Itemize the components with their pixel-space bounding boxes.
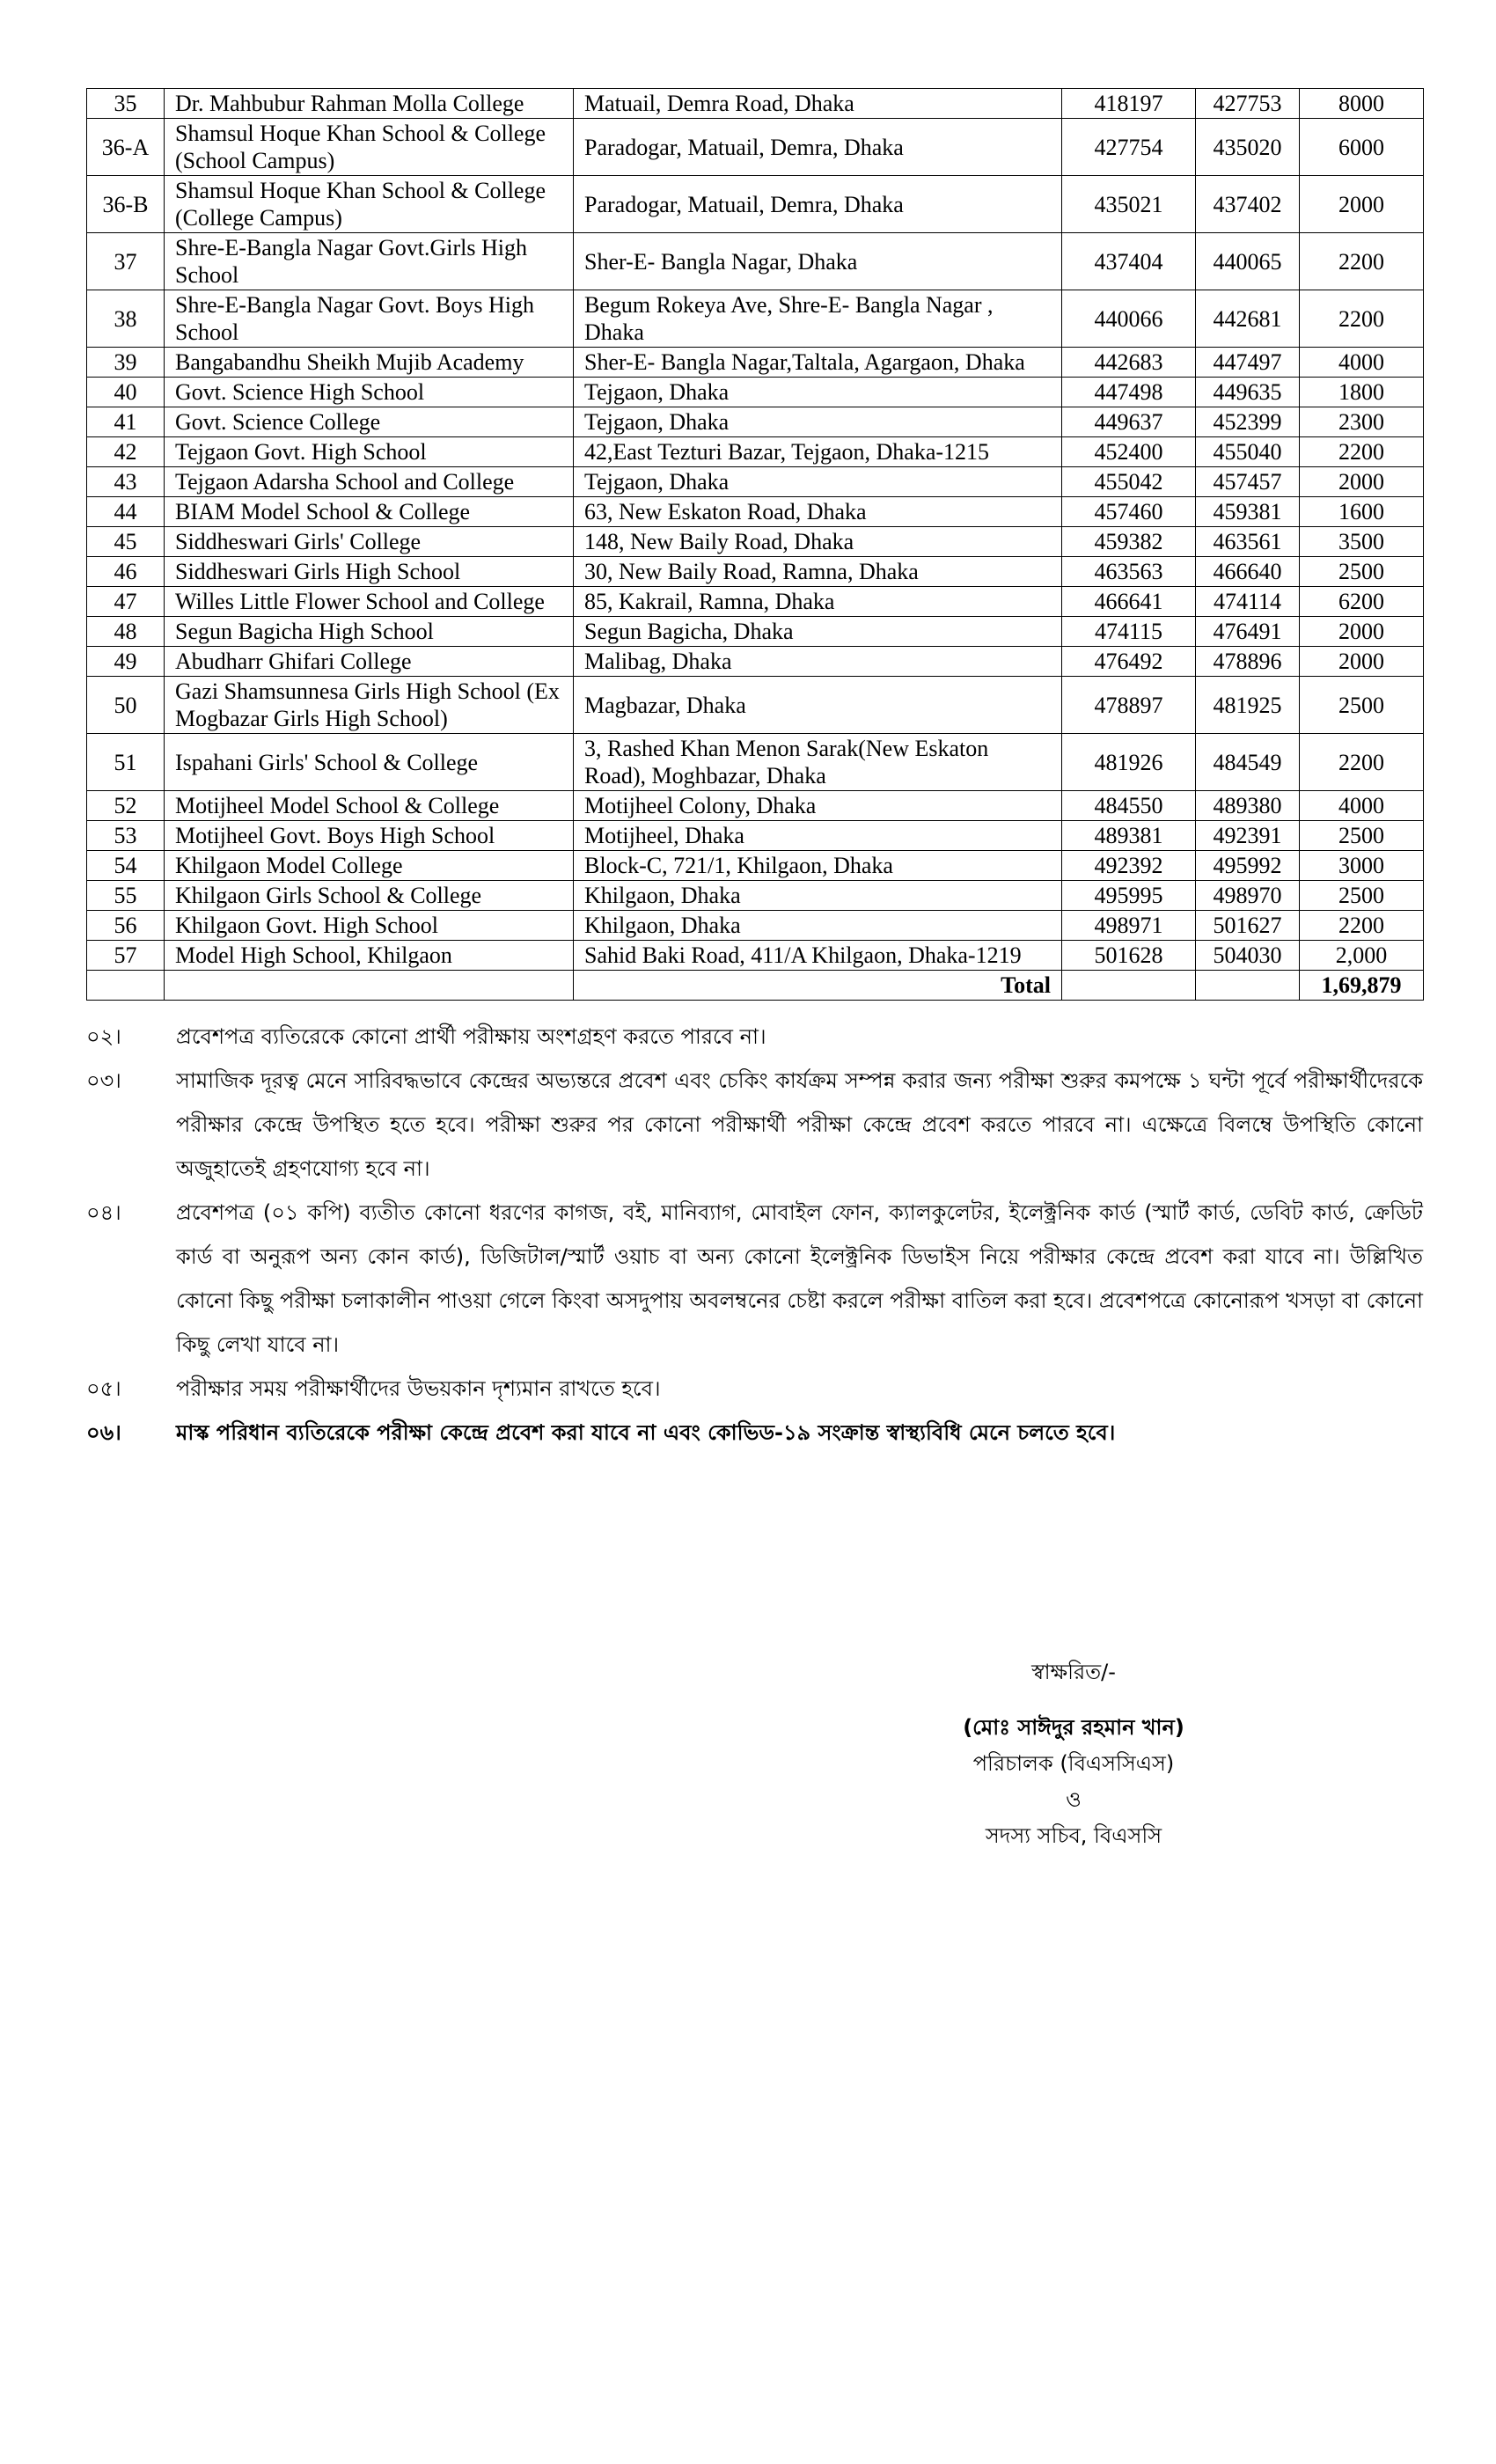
candidates-cell: 1600 xyxy=(1300,497,1424,527)
roll-to-cell: 495992 xyxy=(1196,851,1300,881)
candidates-cell: 2300 xyxy=(1300,407,1424,437)
address-cell: Khilgaon, Dhaka xyxy=(574,881,1062,911)
institution-name-cell: Khilgaon Govt. High School xyxy=(165,911,574,941)
roll-from-cell: 489381 xyxy=(1062,821,1196,851)
table-row xyxy=(87,821,1424,851)
roll-from-cell: 501628 xyxy=(1062,941,1196,971)
instruction-item xyxy=(86,1411,1423,1455)
signatory-name: (মোঃ সাঈদুর রহমান খান) xyxy=(963,1715,1184,1740)
institution-name-cell: Siddheswari Girls' College xyxy=(165,527,574,557)
roll-to-cell: 435020 xyxy=(1196,119,1300,176)
roll-to-cell: 452399 xyxy=(1196,407,1300,437)
roll-to-cell: 501627 xyxy=(1196,911,1300,941)
candidates-cell: 2000 xyxy=(1300,176,1424,233)
empty-cell xyxy=(87,971,165,1001)
table-row xyxy=(87,437,1424,467)
roll-from-cell: 457460 xyxy=(1062,497,1196,527)
instruction-number: ০২। xyxy=(86,1024,121,1049)
institution-name-cell: Shre-E-Bangla Nagar Govt. Boys High School xyxy=(165,290,574,348)
serial-cell: 35 xyxy=(87,89,165,119)
roll-to-cell: 455040 xyxy=(1196,437,1300,467)
serial-cell: 46 xyxy=(87,557,165,587)
roll-to-cell: 457457 xyxy=(1196,467,1300,497)
roll-from-cell: 452400 xyxy=(1062,437,1196,467)
institution-name-cell: Shamsul Hoque Khan School & College (College Campus) xyxy=(165,176,574,233)
institution-name-cell: Govt. Science College xyxy=(165,407,574,437)
table-row xyxy=(87,290,1424,348)
roll-from-cell: 498971 xyxy=(1062,911,1196,941)
roll-to-cell: 459381 xyxy=(1196,497,1300,527)
instruction-item xyxy=(86,1367,1423,1411)
roll-from-cell: 442683 xyxy=(1062,348,1196,378)
signatory-conjunction: ও xyxy=(1066,1787,1082,1812)
roll-to-cell: 498970 xyxy=(1196,881,1300,911)
empty-cell xyxy=(165,971,574,1001)
candidates-cell: 2200 xyxy=(1300,734,1424,791)
address-cell: 42,East Tezturi Bazar, Tejgaon, Dhaka-1215 xyxy=(574,437,1062,467)
candidates-cell: 2200 xyxy=(1300,233,1424,290)
address-cell: Tejgaon, Dhaka xyxy=(574,467,1062,497)
roll-from-cell: 481926 xyxy=(1062,734,1196,791)
instruction-text: প্রবেশপত্র ব্যতিরেকে কোনো প্রার্থী পরীক্ষায় অংশগ্রহণ করতে পারবে না। xyxy=(176,1024,766,1049)
roll-from-cell: 435021 xyxy=(1062,176,1196,233)
serial-cell: 40 xyxy=(87,378,165,407)
roll-from-cell: 459382 xyxy=(1062,527,1196,557)
table-row xyxy=(87,647,1424,677)
table-row xyxy=(87,527,1424,557)
table-row xyxy=(87,851,1424,881)
serial-cell: 51 xyxy=(87,734,165,791)
instruction-item xyxy=(86,1059,1423,1191)
table-row xyxy=(87,378,1424,407)
roll-from-cell: 418197 xyxy=(1062,89,1196,119)
candidates-cell: 2000 xyxy=(1300,647,1424,677)
candidates-cell: 6200 xyxy=(1300,587,1424,617)
address-cell: Malibag, Dhaka xyxy=(574,647,1062,677)
serial-cell: 48 xyxy=(87,617,165,647)
table-row xyxy=(87,734,1424,791)
instruction-number: ০৬। xyxy=(86,1420,121,1445)
institution-name-cell: Tejgaon Govt. High School xyxy=(165,437,574,467)
serial-cell: 44 xyxy=(87,497,165,527)
institution-name-cell: Abudharr Ghifari College xyxy=(165,647,574,677)
exam-centers-table xyxy=(86,88,1424,1001)
institution-name-cell: Khilgaon Model College xyxy=(165,851,574,881)
address-cell: Block-C, 721/1, Khilgaon, Dhaka xyxy=(574,851,1062,881)
roll-from-cell: 447498 xyxy=(1062,378,1196,407)
candidates-cell: 2500 xyxy=(1300,821,1424,851)
instructions-list xyxy=(86,1015,1423,1455)
candidates-cell: 2200 xyxy=(1300,911,1424,941)
table-row xyxy=(87,587,1424,617)
roll-from-cell: 484550 xyxy=(1062,791,1196,821)
institution-name-cell: Ispahani Girls' School & College xyxy=(165,734,574,791)
roll-to-cell: 442681 xyxy=(1196,290,1300,348)
address-cell: Magbazar, Dhaka xyxy=(574,677,1062,734)
roll-to-cell: 489380 xyxy=(1196,791,1300,821)
institution-name-cell: Tejgaon Adarsha School and College xyxy=(165,467,574,497)
table-row xyxy=(87,677,1424,734)
candidates-cell: 2500 xyxy=(1300,677,1424,734)
roll-from-cell: 466641 xyxy=(1062,587,1196,617)
candidates-cell: 8000 xyxy=(1300,89,1424,119)
table-row xyxy=(87,233,1424,290)
signature-block xyxy=(0,1654,1337,1854)
table-row xyxy=(87,176,1424,233)
institution-name-cell: Motijheel Govt. Boys High School xyxy=(165,821,574,851)
candidates-cell: 2000 xyxy=(1300,617,1424,647)
institution-name-cell: Govt. Science High School xyxy=(165,378,574,407)
document-page xyxy=(86,88,1423,1455)
roll-to-cell: 484549 xyxy=(1196,734,1300,791)
serial-cell: 54 xyxy=(87,851,165,881)
candidates-cell: 4000 xyxy=(1300,791,1424,821)
address-cell: Motijheel Colony, Dhaka xyxy=(574,791,1062,821)
institution-name-cell: Siddheswari Girls High School xyxy=(165,557,574,587)
table-row xyxy=(87,881,1424,911)
serial-cell: 47 xyxy=(87,587,165,617)
address-cell: Matuail, Demra Road, Dhaka xyxy=(574,89,1062,119)
instruction-text: সামাজিক দূরত্ব মেনে সারিবদ্ধভাবে কেন্দ্রের অভ্যন্তরে প্রবেশ এবং চেকিং কার্যক্রম সম্পন্ন করার জন্য পরীক্ষা শুরুর কমপক্ষে ১ ঘন্টা পূর্বে পরীক্ষার্থীদেরকে পরীক্ষার কেন্দ্রে উপস্থিত হতে হবে। পরীক্ষা শুরুর পর কোনো পরীক্ষার্থী পরীক্ষা কেন্দ্রে প্রবেশ করতে পারবে না। এক্ষেত্রে বিলম্বে উপস্থিতি কোনো অজুহাতেই গ্রহণযোগ্য হবে না। xyxy=(176,1068,1423,1181)
grand-total-value: 1,69,879 xyxy=(1300,971,1424,1001)
institution-name-cell: Bangabandhu Sheikh Mujib Academy xyxy=(165,348,574,378)
institution-name-cell: Khilgaon Girls School & College xyxy=(165,881,574,911)
table-row xyxy=(87,911,1424,941)
address-cell: Sher-E- Bangla Nagar,Taltala, Agargaon, Dhaka xyxy=(574,348,1062,378)
roll-to-cell: 447497 xyxy=(1196,348,1300,378)
roll-to-cell: 427753 xyxy=(1196,89,1300,119)
institution-name-cell: Model High School, Khilgaon xyxy=(165,941,574,971)
table-row xyxy=(87,497,1424,527)
address-cell: Begum Rokeya Ave, Shre-E- Bangla Nagar , Dhaka xyxy=(574,290,1062,348)
empty-cell xyxy=(1062,971,1196,1001)
institution-name-cell: Shre-E-Bangla Nagar Govt.Girls High School xyxy=(165,233,574,290)
address-cell: Paradogar, Matuail, Demra, Dhaka xyxy=(574,176,1062,233)
candidates-cell: 2200 xyxy=(1300,437,1424,467)
instruction-number: ০৪। xyxy=(86,1200,121,1225)
address-cell: Tejgaon, Dhaka xyxy=(574,407,1062,437)
table-row xyxy=(87,617,1424,647)
roll-to-cell: 449635 xyxy=(1196,378,1300,407)
address-cell: Motijheel, Dhaka xyxy=(574,821,1062,851)
table-row xyxy=(87,467,1424,497)
address-cell: 85, Kakrail, Ramna, Dhaka xyxy=(574,587,1062,617)
table-row xyxy=(87,348,1424,378)
roll-to-cell: 492391 xyxy=(1196,821,1300,851)
address-cell: 30, New Baily Road, Ramna, Dhaka xyxy=(574,557,1062,587)
address-cell: 148, New Baily Road, Dhaka xyxy=(574,527,1062,557)
table-row xyxy=(87,119,1424,176)
roll-to-cell: 437402 xyxy=(1196,176,1300,233)
total-row xyxy=(87,971,1424,1001)
serial-cell: 52 xyxy=(87,791,165,821)
instruction-text: প্রবেশপত্র (০১ কপি) ব্যতীত কোনো ধরণের কাগজ, বই, মানিব্যাগ, মোবাইল ফোন, ক্যালকুলেটর, ইলেক্ট্রনিক কার্ড (স্মার্ট কার্ড, ডেবিট কার্ড, ক্রেডিট কার্ড বা অনুরূপ অন্য কোন কার্ড), ডিজিটাল/স্মার্ট ওয়াচ বা অন্য কোনো ইলেক্ট্রনিক ডিভাইস নিয়ে পরীক্ষার কেন্দ্রে প্রবেশ করা যাবে না। উল্লিখিত কোনো কিছু পরীক্ষা চলাকালীন পাওয়া গেলে কিংবা অসদুপায় অবলম্বনের চেষ্টা করলে পরীক্ষা বাতিল করা হবে। প্রবেশপত্রে কোনোরূপ খসড়া বা কোনো কিছু লেখা যাবে না। xyxy=(176,1200,1423,1357)
roll-from-cell: 474115 xyxy=(1062,617,1196,647)
institution-name-cell: BIAM Model School & College xyxy=(165,497,574,527)
roll-to-cell: 476491 xyxy=(1196,617,1300,647)
candidates-cell: 6000 xyxy=(1300,119,1424,176)
signatory-role: সদস্য সচিব, বিএসসি xyxy=(985,1823,1162,1848)
instruction-item xyxy=(86,1015,1423,1059)
roll-to-cell: 481925 xyxy=(1196,677,1300,734)
instruction-number: ০৫। xyxy=(86,1376,121,1401)
roll-to-cell: 474114 xyxy=(1196,587,1300,617)
roll-from-cell: 492392 xyxy=(1062,851,1196,881)
address-cell: Khilgaon, Dhaka xyxy=(574,911,1062,941)
serial-cell: 49 xyxy=(87,647,165,677)
serial-cell: 41 xyxy=(87,407,165,437)
candidates-cell: 3500 xyxy=(1300,527,1424,557)
serial-cell: 50 xyxy=(87,677,165,734)
institution-name-cell: Gazi Shamsunnesa Girls High School (Ex Mogbazar Girls High School) xyxy=(165,677,574,734)
institution-name-cell: Willes Little Flower School and College xyxy=(165,587,574,617)
instruction-text: মাস্ক পরিধান ব্যতিরেকে পরীক্ষা কেন্দ্রে প্রবেশ করা যাবে না এবং কোভিড-১৯ সংক্রান্ত স্বাস্থ্যবিধি মেনে চলতে হবে। xyxy=(176,1420,1116,1445)
table-row xyxy=(87,89,1424,119)
roll-from-cell: 478897 xyxy=(1062,677,1196,734)
candidates-cell: 2000 xyxy=(1300,467,1424,497)
signatory-title: পরিচালক (বিএসসিএস) xyxy=(972,1751,1175,1776)
total-label: Total xyxy=(574,971,1062,1001)
candidates-cell: 4000 xyxy=(1300,348,1424,378)
institution-name-cell: Segun Bagicha High School xyxy=(165,617,574,647)
serial-cell: 56 xyxy=(87,911,165,941)
address-cell: Segun Bagicha, Dhaka xyxy=(574,617,1062,647)
address-cell: Paradogar, Matuail, Demra, Dhaka xyxy=(574,119,1062,176)
candidates-cell: 2,000 xyxy=(1300,941,1424,971)
institution-name-cell: Motijheel Model School & College xyxy=(165,791,574,821)
roll-from-cell: 476492 xyxy=(1062,647,1196,677)
address-cell: 63, New Eskaton Road, Dhaka xyxy=(574,497,1062,527)
serial-cell: 45 xyxy=(87,527,165,557)
candidates-cell: 1800 xyxy=(1300,378,1424,407)
serial-cell: 37 xyxy=(87,233,165,290)
roll-to-cell: 466640 xyxy=(1196,557,1300,587)
roll-from-cell: 455042 xyxy=(1062,467,1196,497)
serial-cell: 39 xyxy=(87,348,165,378)
roll-from-cell: 463563 xyxy=(1062,557,1196,587)
address-cell: Sahid Baki Road, 411/A Khilgaon, Dhaka-1219 xyxy=(574,941,1062,971)
roll-from-cell: 449637 xyxy=(1062,407,1196,437)
address-cell: 3, Rashed Khan Menon Sarak(New Eskaton Road), Moghbazar, Dhaka xyxy=(574,734,1062,791)
table-row xyxy=(87,941,1424,971)
table-row xyxy=(87,791,1424,821)
serial-cell: 43 xyxy=(87,467,165,497)
institution-name-cell: Dr. Mahbubur Rahman Molla College xyxy=(165,89,574,119)
roll-from-cell: 437404 xyxy=(1062,233,1196,290)
instruction-text: পরীক্ষার সময় পরীক্ষার্থীদের উভয়কান দৃশ্যমান রাখতে হবে। xyxy=(176,1376,661,1401)
table-row xyxy=(87,407,1424,437)
serial-cell: 57 xyxy=(87,941,165,971)
institution-name-cell: Shamsul Hoque Khan School & College (School Campus) xyxy=(165,119,574,176)
empty-cell xyxy=(1196,971,1300,1001)
roll-to-cell: 463561 xyxy=(1196,527,1300,557)
roll-from-cell: 427754 xyxy=(1062,119,1196,176)
candidates-cell: 3000 xyxy=(1300,851,1424,881)
roll-to-cell: 504030 xyxy=(1196,941,1300,971)
roll-to-cell: 440065 xyxy=(1196,233,1300,290)
serial-cell: 38 xyxy=(87,290,165,348)
serial-cell: 53 xyxy=(87,821,165,851)
instruction-item xyxy=(86,1191,1423,1367)
serial-cell: 42 xyxy=(87,437,165,467)
roll-to-cell: 478896 xyxy=(1196,647,1300,677)
candidates-cell: 2200 xyxy=(1300,290,1424,348)
serial-cell: 36-A xyxy=(87,119,165,176)
address-cell: Sher-E- Bangla Nagar, Dhaka xyxy=(574,233,1062,290)
candidates-cell: 2500 xyxy=(1300,557,1424,587)
roll-from-cell: 495995 xyxy=(1062,881,1196,911)
instruction-number: ০৩। xyxy=(86,1068,121,1093)
candidates-cell: 2500 xyxy=(1300,881,1424,911)
table-row xyxy=(87,557,1424,587)
signed-text: স্বাক্ষরিত/- xyxy=(1031,1660,1116,1684)
serial-cell: 55 xyxy=(87,881,165,911)
serial-cell: 36-B xyxy=(87,176,165,233)
address-cell: Tejgaon, Dhaka xyxy=(574,378,1062,407)
roll-from-cell: 440066 xyxy=(1062,290,1196,348)
table-body xyxy=(87,89,1424,1001)
